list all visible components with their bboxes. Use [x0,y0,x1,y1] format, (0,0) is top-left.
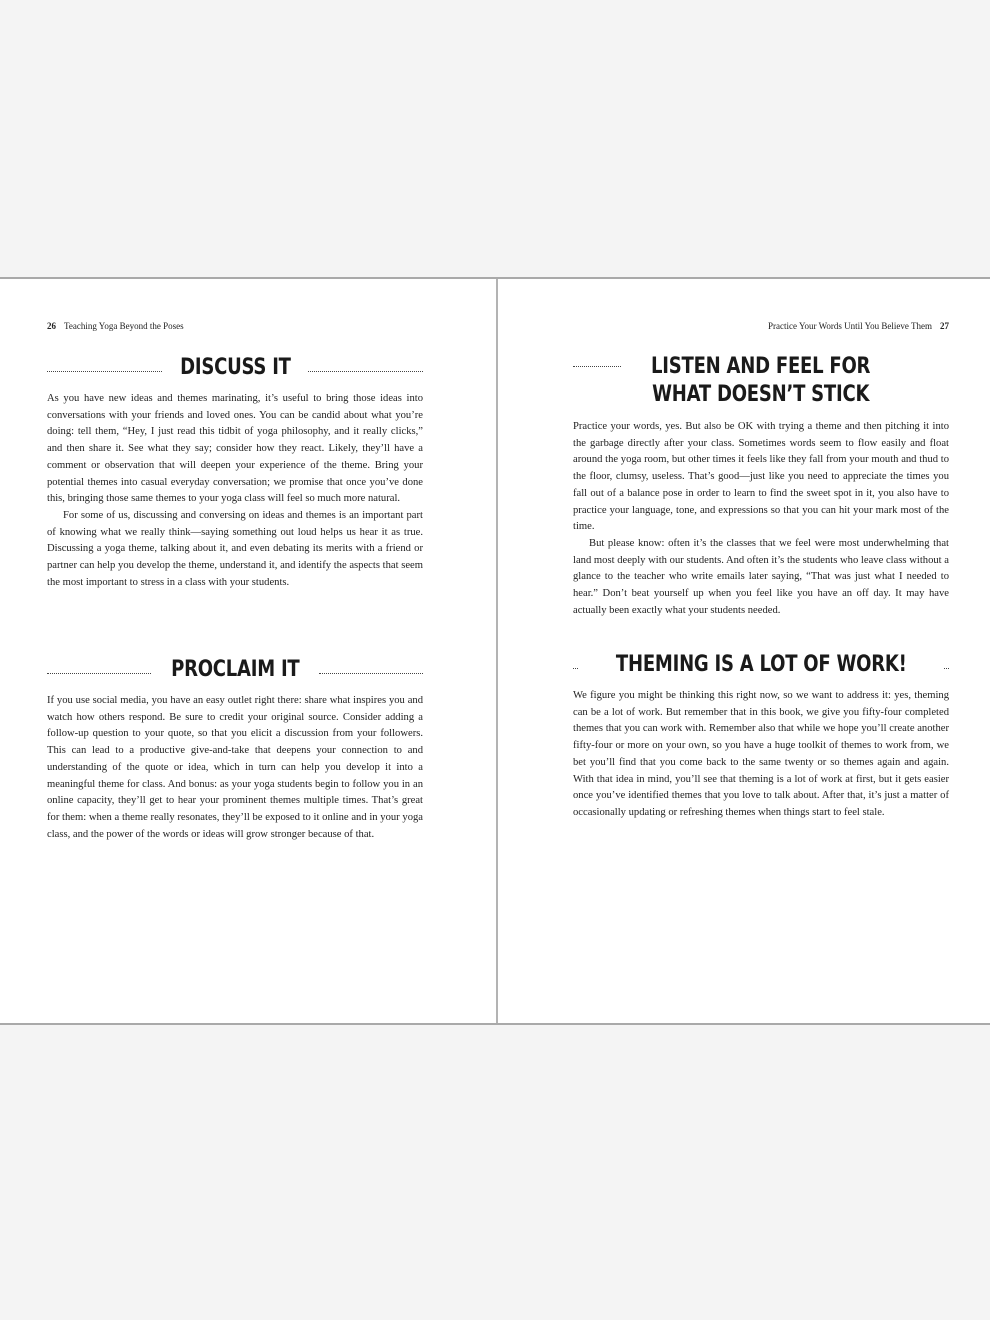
paragraph: If you use social media, you have an easy outlet right there: share what inspires you and watch how others respond. Be sure to credit your original source. Consider adding a follow-up question to your quote, so that you elicit a discussion from your followers. This can lead to a productive give-and-take that deepens your connection to and understanding of the quote or idea, which in turn can help you develop it into a meaningful theme for class. And bonus: as your yoga students begin to follow you in an online capacity, they’ll get to hear your prominent themes multiple times. That’s great for them: when a theme really resonates, they’ll be exposed to it online and in your yoga class, and the power of the words or ideas will grow stronger because of that. [47,695,423,840]
running-title-left: Teaching Yoga Beyond the Poses [64,321,184,331]
dotted-rule [944,668,949,669]
paragraph: As you have new ideas and themes marinating, it’s useful to bring those ideas into conversations with your friends and loved ones. You can be candid about what you’re doing: tell them, “Hey, I just read this tidbit of yoga philosophy, and it really clicks,” and then share it. See what they say; consider how they react. Likely, they’ll have a comment or observation that will deepen your experience of the theme. Bring your potential themes into casual everyday conversation; we promise that once you’ve done this, bringing those same themes to your yoga class will feel so much more natural. [47,393,423,505]
heading-row [47,657,423,683]
left-page [47,279,423,1023]
heading-row [47,355,423,381]
paragraph: For some of us, discussing and conversing on ideas and themes is an important part of knowing what we really think—saying something out loud helps us hear it as true. Discussing a yoga theme, talking about it, and even debating its merits with a friend or partner can help you develop the theme, understand it, and identify the aspects that seem the most important to stress in a class with your students. [47,509,423,588]
running-head-right [573,321,949,331]
paragraph: We figure you might be thinking this right now, so we want to address it: yes, theming can be a lot of work. But remember that in this book, we give you fifty-four completed themes that you can work with. Remember also that while we hope you’ll create another fifty-four or more on your own, so you have a huge toolkit of themes to work from, we bet you’ll find that you come back to the same twenty or so themes again and again. With that idea in mind, you’ll see that theming is a lot of work at first, but it gets easier once you’ve identified themes that you love to talk about. After that, it’s just a matter of occasionally updating or refreshing themes when things start to feel stale. [573,690,949,818]
book-spread [0,277,990,1025]
section-body [573,419,949,619]
dotted-rule [573,366,621,367]
section-proclaim-it [47,657,423,843]
section-discuss-it [47,355,423,591]
section-heading [651,353,870,409]
running-head-left [47,321,423,331]
dotted-rule [319,673,423,674]
section-theming-is-work [573,652,949,822]
page-number-left: 26 [47,321,56,331]
section-heading: DISCUSS IT [179,355,291,380]
section-body [573,688,949,822]
paragraph: Practice your words, yes. But also be OK with trying a theme and then pitching it into the garbage directly after your class. Sometimes words seem to flow easily and float around the yoga room, but other times it feels like they fall from your mouth and thud to the floor, clumsy, useless. That’s good—just like you need to appreciate the times you fall out of a balance pose in order to learn to find the sweet spot in it, you also have to practice your language, tone, and expressions so that you can hit your mark most of the time. [573,421,949,533]
section-heading: THEMING IS A LOT OF WORK! [615,652,907,677]
dotted-rule [308,371,423,372]
heading-row [573,353,949,409]
section-body [47,693,423,843]
section-body [47,391,423,591]
running-title-right: Practice Your Words Until You Believe Them [768,321,932,331]
dotted-rule [47,371,162,372]
section-heading: PROCLAIM IT [170,657,300,682]
paragraph: But please know: often it’s the classes that we feel were most underwhelming that land most deeply with our students. And often it’s the students who leave class without a glance to the teacher who write emails later saying, “That was just what I needed to hear.” Don’t beat yourself up when you feel like you have an off day. It may have actually been exactly what your students needed. [573,537,949,616]
dotted-rule [573,668,578,669]
section-listen-and-feel [573,353,949,619]
dotted-rule [47,673,151,674]
page-number-right: 27 [940,321,949,331]
section-heading-line: LISTEN AND FEEL FOR [651,354,871,379]
section-heading-line: WHAT DOESN’T STICK [652,382,870,407]
heading-row [573,652,949,678]
right-page [573,279,949,1023]
book-gutter [496,279,498,1023]
